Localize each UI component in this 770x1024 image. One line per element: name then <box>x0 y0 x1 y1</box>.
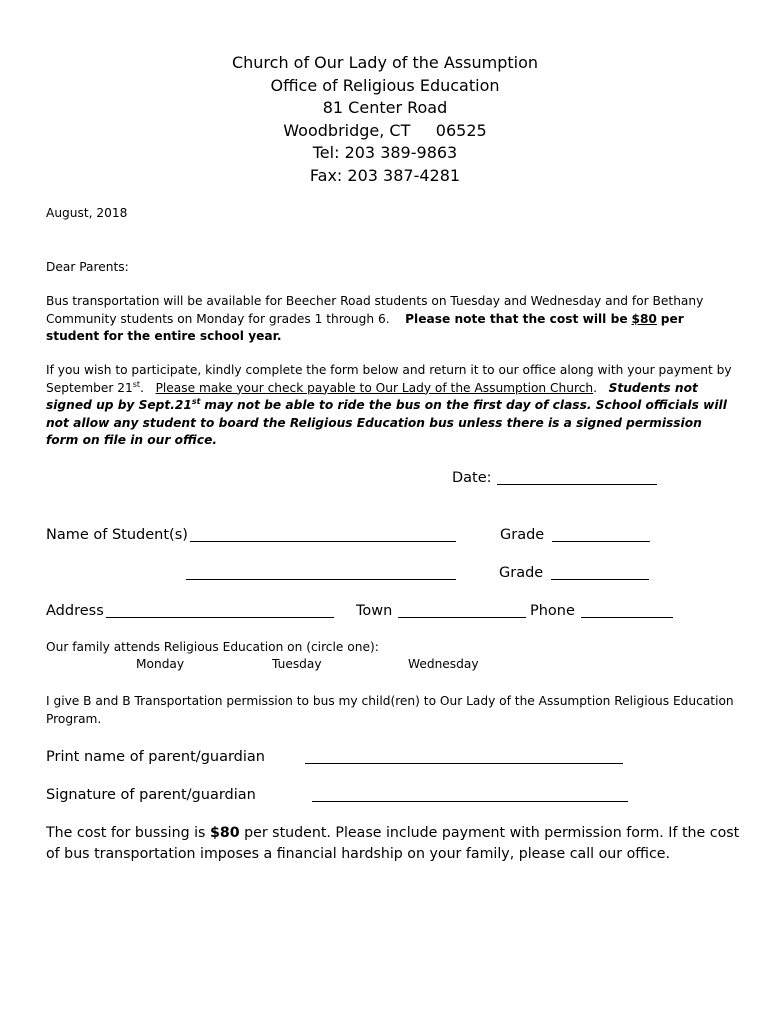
para2-check-payable: Please make your check payable to Our Lady of the Assumption Church <box>155 380 594 395</box>
street-address: 81 Center Road <box>322 98 448 117</box>
fax: Fax: 203 387-4281 <box>309 165 461 185</box>
grade-label-1: Grade <box>500 527 545 543</box>
address-label: Address <box>46 603 104 619</box>
para2-text: If you wish to participate, kindly complete the form below and return it to our office along with your payment by September 21 <box>46 363 732 395</box>
signature-field[interactable] <box>312 801 628 802</box>
attends-label: Our family attends Religious Education on (circle one): <box>46 640 379 654</box>
phone-label: Phone <box>530 603 575 619</box>
day-option-tuesday[interactable]: Tuesday <box>272 657 322 671</box>
permission-text: I give B and B Transportation permission to bus my child(ren) to Our Lady of the Assumption Religious Education Program. <box>46 694 734 726</box>
salutation: Dear Parents: <box>46 260 129 274</box>
telephone: Tel: 203 389-9863 <box>312 143 458 162</box>
student-name-field-1[interactable] <box>190 541 456 542</box>
cost-text-b: per student. Please include payment with permission form. If the cost of bus transportation imposes a financial hardship on your family, please call our office. <box>46 825 740 862</box>
para1-text: Bus transportation will be available for Beecher Road students on Tuesday and Wednesday and for Bethany Community students on Monday for grades 1 through 6. <box>46 294 704 326</box>
print-name-field[interactable] <box>305 763 623 764</box>
para2-deadline-sup: st <box>191 396 201 406</box>
cost-text-a: The cost for bussing is <box>46 825 206 841</box>
para1-cost-end: per student for the entire school year. <box>46 311 684 343</box>
signature-label: Signature of parent/guardian <box>46 787 256 803</box>
paragraph-instructions: If you wish to participate, kindly complete the form below and return it to our office along with your payment by September 21st. Please make your check payable to Our Lady of the Assumption Church. Students not signed up by Sept.21st may not be able to ride the bus on the first day of class. School officials will not allow any student to board the Religious Education bus unless there is a signed permission form on file in our office. <box>46 363 732 447</box>
grade-field-1[interactable] <box>552 541 650 542</box>
office-name: Office of Religious Education <box>270 75 500 95</box>
town-field[interactable] <box>398 617 526 618</box>
cost-amount: $80 <box>209 825 240 841</box>
town-label: Town <box>356 603 393 619</box>
address-field[interactable] <box>106 617 334 618</box>
student-name-label: Name of Student(s) <box>46 527 188 543</box>
date-field[interactable] <box>497 484 657 485</box>
paragraph-bus-info <box>46 293 736 346</box>
day-option-monday[interactable]: Monday <box>136 657 185 671</box>
para2-sup: st <box>132 379 141 389</box>
para2-deadline-a: Students not signed up by Sept.21 <box>46 380 698 412</box>
letter-date: August, 2018 <box>46 206 128 220</box>
para1-cost-note: Please note that the cost will be <box>405 311 628 326</box>
grade-label-2: Grade <box>499 565 544 581</box>
city-state-zip: Woodbridge, CT 06525 <box>283 120 487 140</box>
student-name-field-2[interactable] <box>186 579 456 580</box>
date-label: Date: <box>452 470 492 486</box>
para2-deadline-b: may not be able to ride the bus on the first day of class. School officials will not allow any student to board the Religious Education bus unless there is a signed permission form on file in our office. <box>46 398 727 447</box>
print-name-label: Print name of parent/guardian <box>46 749 265 765</box>
org-name: Church of Our Lady of the Assumption <box>231 53 539 72</box>
grade-field-2[interactable] <box>551 579 649 580</box>
letterhead <box>0 52 770 187</box>
day-option-wednesday[interactable]: Wednesday <box>408 657 479 671</box>
cost-note <box>46 823 746 864</box>
para1-amount: $80 <box>631 311 657 326</box>
phone-field[interactable] <box>581 617 673 618</box>
